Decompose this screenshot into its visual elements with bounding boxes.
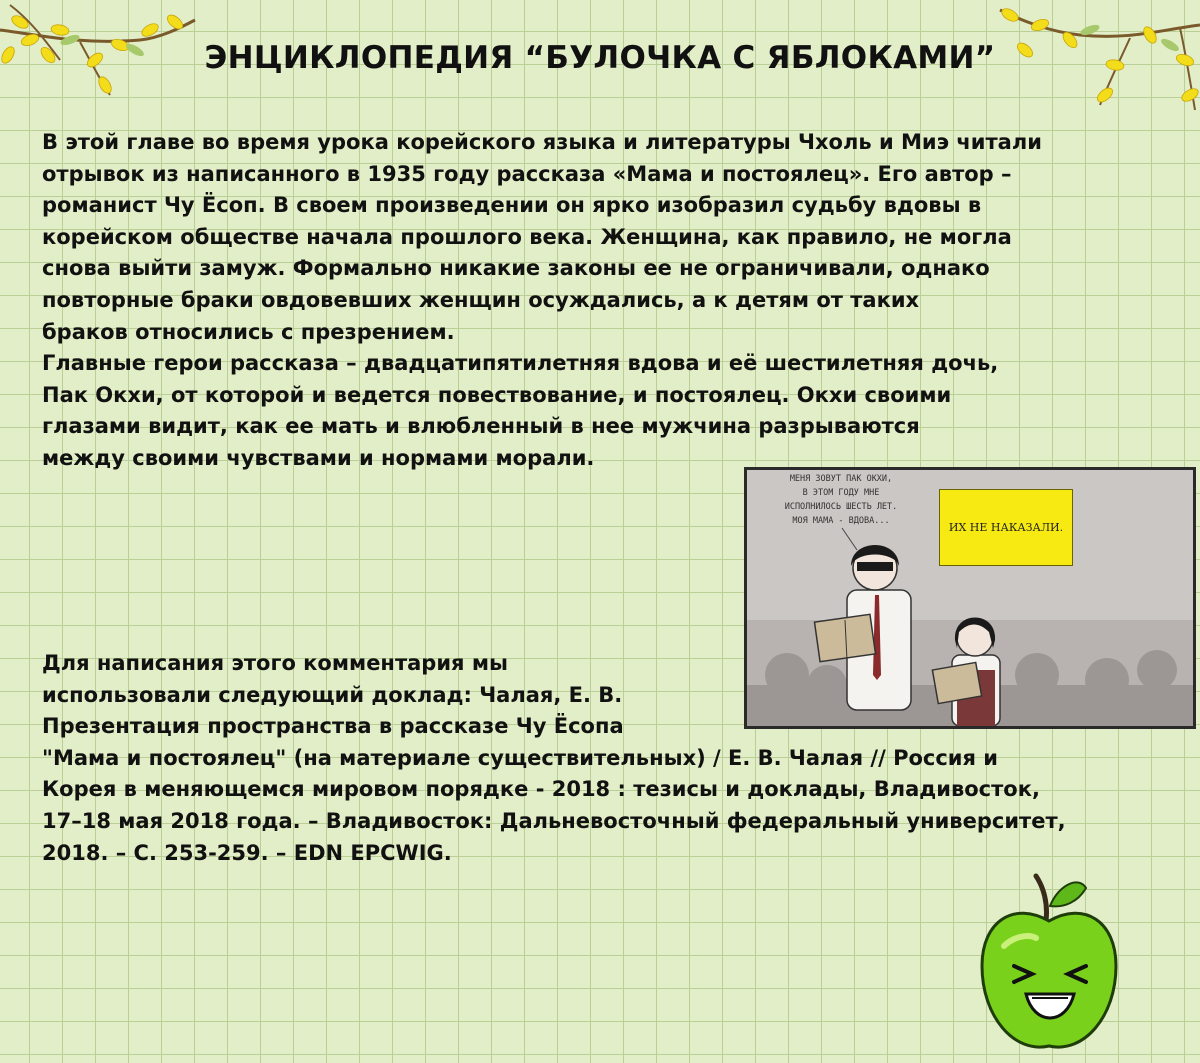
comic-caption: МЕНЯ ЗОВУТ ПАК ОКХИ, В ЭТОМ ГОДУ МНЕ ИСПОЛНИЛОСЬ ШЕСТЬ ЛЕТ. МОЯ МАМА - ВДОВА... xyxy=(784,474,898,526)
article-paragraph: В этой главе во время урока корейского языка и литературы Чхоль и Миэ читали отрывок из написанного в 1935 году рассказа «Мама и постоялец». Его автор – романист Чу Ёсоп. В своем произведении он ярко изобразил судьбу вдовы в корейском обществе начала прошлого века. Женщина, как правило, не могла снова выйти замуж. Формально никакие законы ее не ограничивали, однако повторные браки овдовевших женщин осуждались, а к детям от таких браков относились с презрением. Главные герои рассказа – двадцатипятилетняя вдова и её шестилетняя дочь, Пак Окхи, от которой и ведется повествование, и постоялец. Окхи своими глазами видит, как ее мать и влюбленный в нее мужчина разрываются между своими чувствами и нормами морали. xyxy=(42,130,1042,470)
apple-mascot-icon xyxy=(974,866,1124,1061)
page-title: ЭНЦИКЛОПЕДИЯ “БУЛОЧКА С ЯБЛОКАМИ” xyxy=(204,40,996,76)
comic-sign: ИХ НЕ НАКАЗАЛИ. xyxy=(939,489,1073,566)
reference-paragraph: Для написания этого комментария мы использовали следующий доклад: Чалая, Е. В. Презентация пространства в рассказе Чу Ёсопа "Мама и постоялец" (на материале существительных) / Е. В. Чалая // Россия и Корея в меняющемся мировом порядке - 2018 : тезисы и доклады, Владивосток, 17–18 мая 2018 года. – Владивосток: Дальневосточный федеральный университет, 2018. – С. 253-259. – EDN EPCWIG. xyxy=(42,651,1066,865)
